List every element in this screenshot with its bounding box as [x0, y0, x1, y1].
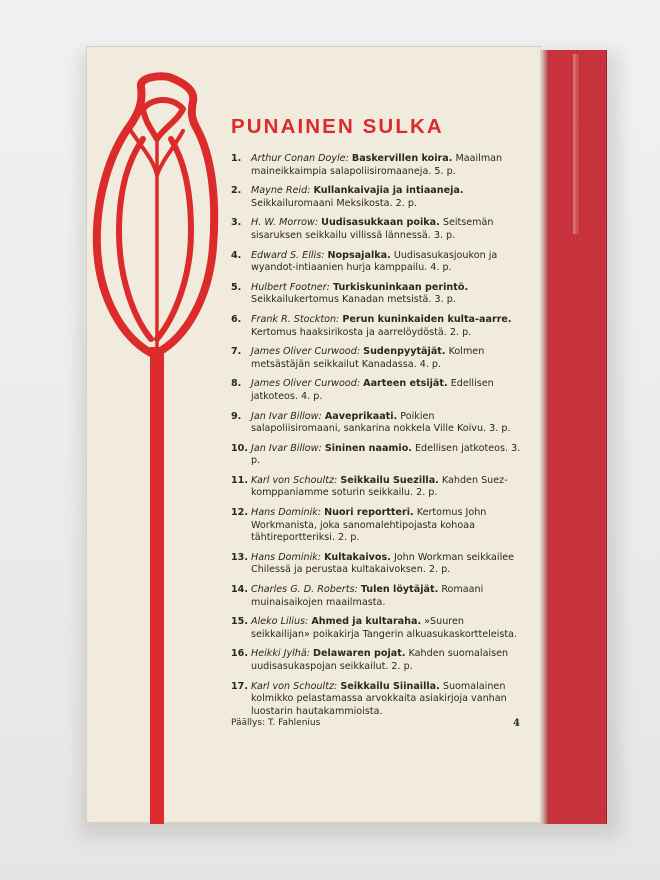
cover-artist-credit: Päällys: T. Fahlenius	[231, 718, 321, 728]
entry-description: John Workman seikkailee Chilessä ja perustaa kultakaivoksen. 2. p.	[251, 551, 515, 576]
list-item	[231, 217, 521, 242]
entry-description: Uudisasukasjoukon ja wyandot-intiaanien hurja kamppailu. 4. p.	[251, 249, 498, 274]
list-item	[231, 584, 521, 609]
entry-title: Ahmed ja kultaraha.	[311, 616, 422, 628]
list-item	[231, 681, 521, 719]
list-item	[231, 507, 521, 545]
entry-author: Hans Dominik:	[251, 551, 322, 563]
entry-title: Sudenpyytäjät.	[363, 346, 446, 358]
entry-number: 1.	[231, 153, 242, 164]
entry-description: »Suuren seikkailijan» poikakirja Tangerin alkuasukaskortteleista.	[251, 616, 518, 640]
entry-title: Aaveprikaati.	[324, 410, 398, 422]
spine-hinge	[541, 50, 549, 824]
entry-number: 9.	[231, 410, 242, 422]
list-item	[231, 314, 521, 339]
entry-description: Edellisen jatkoteos. 4. p.	[251, 378, 494, 402]
entry-number: 8.	[231, 378, 242, 390]
entry-number: 2.	[231, 185, 242, 197]
list-item	[231, 378, 521, 403]
entry-title: Kultakaivos.	[324, 551, 391, 563]
list-item	[231, 250, 521, 275]
list-item	[231, 153, 521, 178]
entry-description: Poikien salapoliisiromaani, sankarina nokkela Ville Koivu. 3. p.	[251, 410, 511, 435]
book	[86, 46, 608, 826]
entry-number: 14.	[231, 584, 248, 596]
entry-number: 5.	[231, 281, 242, 293]
entry-author: Jan Ivar Billow:	[251, 410, 322, 422]
entry-number: 16.	[231, 648, 248, 660]
entry-number: 15.	[231, 616, 248, 628]
entry-title: Baskervillen koira.	[351, 153, 453, 164]
entry-title: Aarteen etsijät.	[363, 378, 448, 390]
entry-title: Sininen naamio.	[324, 442, 412, 454]
list-item	[231, 475, 521, 500]
entry-number: 3.	[231, 217, 242, 229]
entry-author: Arthur Conan Doyle:	[251, 153, 349, 164]
entry-title: Nuori reportteri.	[324, 507, 414, 519]
list-item	[231, 552, 521, 577]
entry-description: Maailman maineikkaimpia salapoliisiromaaneja. 5. p.	[251, 153, 503, 177]
entry-number: 13.	[231, 551, 248, 563]
entry-title: Seikkailu Suezilla.	[340, 474, 439, 486]
page-number: 4	[513, 718, 520, 729]
entry-title: Kullankaivajia ja intiaaneja.	[313, 185, 464, 197]
entry-number: 12.	[231, 507, 248, 519]
entry-description: Seikkailukertomus Kanadan metsistä. 3. p.	[251, 294, 456, 306]
entry-author: Aleko Lilius:	[251, 616, 309, 628]
entry-title: Turkiskuninkaan perintö.	[332, 281, 469, 293]
list-item	[231, 346, 521, 371]
entry-author: Hulbert Footner:	[251, 281, 330, 293]
entry-author: Hans Dominik:	[251, 507, 322, 519]
entry-title: Tulen löytäjät.	[360, 584, 439, 596]
entry-author: H. W. Morrow:	[251, 217, 319, 229]
entry-author: Mayne Reid:	[251, 185, 311, 197]
entry-description: Kertomus John Workmanista, joka sanomalehtipojasta kohoaa tähtireportteriksi. 2. p.	[251, 507, 487, 544]
entry-description: Kahden Suez-komppaniamme soturin seikkailu. 2. p.	[251, 474, 508, 499]
entry-author: Jan Ivar Billow:	[251, 442, 322, 454]
entry-number: 10.	[231, 442, 248, 454]
entry-number: 6.	[231, 313, 242, 325]
entry-description: Seitsemän sisaruksen seikkailu villissä lännessä. 3. p.	[251, 217, 494, 241]
entry-description: Seikkailuromaani Meksikosta. 2. p.	[251, 197, 417, 209]
entry-description: Suomalainen kolmikko pelastamassa arvokkaita asiakirjoja vanhan luostarin hautakammioista.	[251, 680, 507, 717]
entry-title: Seikkailu Siinailla.	[340, 680, 440, 692]
entry-number: 7.	[231, 346, 242, 358]
entry-title: Nopsajalka.	[327, 249, 391, 261]
plastic-wrap-glare	[573, 54, 579, 234]
list-item	[231, 411, 521, 436]
back-cover	[86, 46, 541, 823]
entry-author: James Oliver Curwood:	[251, 378, 361, 390]
entry-author: Edward S. Ellis:	[251, 249, 325, 261]
entry-author: Heikki Jylhä:	[251, 648, 310, 660]
entry-author: James Oliver Curwood:	[251, 346, 361, 358]
entry-number: 17.	[231, 680, 248, 692]
list-item	[231, 185, 521, 210]
entry-title: Delawaren pojat.	[313, 648, 406, 660]
series-title: PUNAINEN SULKA	[231, 115, 444, 138]
entry-author: Frank R. Stockton:	[251, 313, 340, 325]
entry-author: Karl von Schoultz:	[251, 474, 338, 486]
entry-title: Uudisasukkaan poika.	[321, 217, 440, 229]
list-item	[231, 648, 521, 673]
entry-author: Charles G. D. Roberts:	[251, 584, 358, 596]
red-feather-tulip-emblem	[87, 47, 227, 824]
book-list	[231, 153, 521, 725]
list-item	[231, 282, 521, 307]
entry-author: Karl von Schoultz:	[251, 680, 338, 692]
entry-title: Perun kuninkaiden kulta-aarre.	[342, 313, 512, 325]
entry-description: Kolmen metsästäjän seikkailut Kanadassa. 4. p.	[251, 346, 485, 370]
list-item	[231, 443, 521, 468]
entry-number: 4.	[231, 249, 242, 261]
entry-description: Kahden suomalaisen uudisasukaspojan seikkailut. 2. p.	[251, 648, 509, 672]
list-item	[231, 616, 521, 641]
entry-description: Romaani muinaisaikojen maailmasta.	[251, 584, 484, 608]
entry-number: 11.	[231, 474, 248, 486]
entry-description: Edellisen jatkoteos. 3. p.	[251, 442, 521, 467]
entry-description: Kertomus haaksirikosta ja aarrelöydöstä. 2. p.	[251, 326, 472, 338]
